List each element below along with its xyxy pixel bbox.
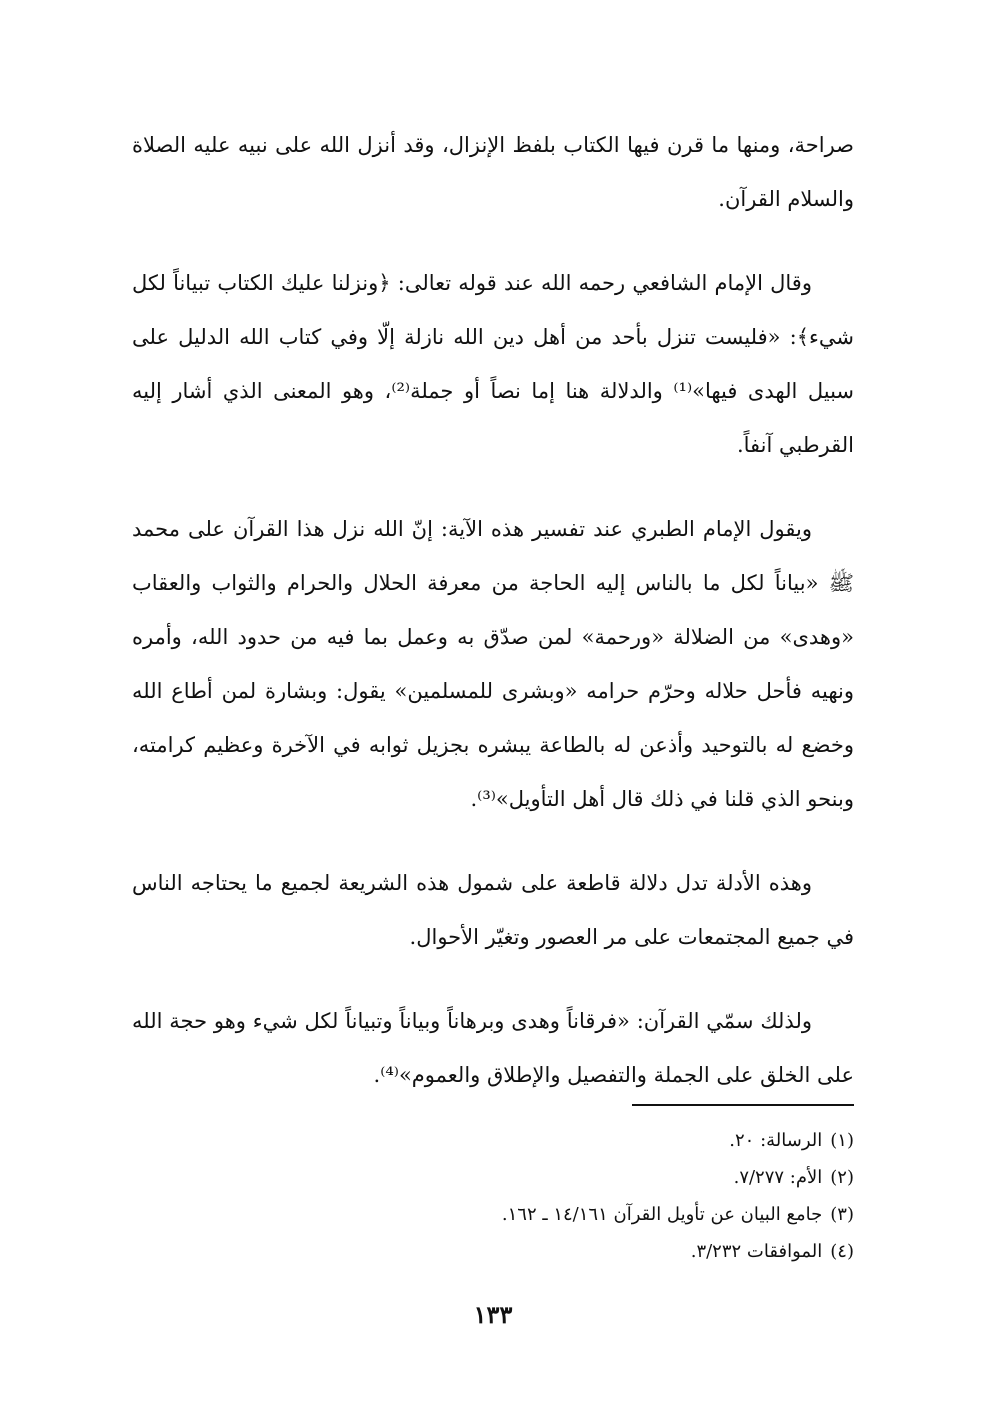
footnote-number: (١) — [830, 1130, 854, 1151]
paragraph-2: وقال الإمام الشافعي رحمه الله عند قوله تعالى: ﴿ونزلنا عليك الكتاب تبياناً لكل شيء﴾: «فليست تنزل بأحد من أهل دين الله نازلة إلّا وفي كتاب الله الدليل على سبيل الهدى فيها»⁽¹⁾ والدلالة هنا إما نصاً أو جملة⁽²⁾، وهو المعنى الذي أشار إليه القرطبي آنفاً. — [132, 271, 855, 457]
footnote-separator — [632, 1104, 854, 1106]
footnote-text: الأم: ٧/٢٧٧. — [733, 1167, 823, 1188]
page-number: ١٣٣ — [473, 1300, 513, 1329]
footnote-text: الرسالة: ٢٠. — [729, 1130, 823, 1151]
paragraph-1: صراحة، ومنها ما قرن فيها الكتاب بلفظ الإنزال، وقد أنزل الله على نبيه عليه الصلاة والسلام القرآن. — [132, 133, 854, 211]
footnote-3 — [132, 1196, 854, 1233]
footnote-number: (٣) — [830, 1204, 854, 1225]
footnote-4 — [132, 1233, 854, 1270]
footnote-text: الموافقات ٣/٢٣٢. — [690, 1241, 823, 1262]
footnote-number: (٢) — [830, 1167, 854, 1188]
footnote-text: جامع البيان عن تأويل القرآن ١٤/١٦١ ـ ١٦٢. — [501, 1204, 823, 1225]
body-text — [132, 118, 854, 1132]
paragraph-4: وهذه الأدلة تدل دلالة قاطعة على شمول هذه الشريعة لجميع ما يحتاجه الناس في جميع المجتمعات على مر العصور وتغيّر الأحوال. — [132, 871, 854, 949]
footnotes-list — [132, 1122, 854, 1270]
footnote-number: (٤) — [830, 1241, 854, 1262]
footnote-2 — [132, 1159, 854, 1196]
paragraph-5: ولذلك سمّي القرآن: «فرقاناً وهدى وبرهاناً وبياناً وتبياناً لكل شيء وهو حجة الله على الخلق على الجملة والتفصيل والإطلاق والعموم»⁽⁴⁾. — [132, 1009, 854, 1087]
paragraph-3: ويقول الإمام الطبري عند تفسير هذه الآية: إنّ الله نزل هذا القرآن على محمد ﷺ «بياناً لكل ما بالناس إليه الحاجة من معرفة الحلال والحرام والثواب والعقاب «وهدى» من الضلالة «ورحمة» لمن صدّق به وعمل بما فيه من حدود الله، وأمره ونهيه فأحل حلاله وحرّم حرامه «وبشرى للمسلمين» يقول: وبشارة لمن أطاع الله وخضع له بالتوحيد وأذعن له بالطاعة يبشره بجزيل ثوابه في الآخرة وعظيم كرامته، وبنحو الذي قلنا في ذلك قال أهل التأويل»⁽³⁾. — [132, 517, 854, 811]
footnote-1 — [132, 1122, 854, 1159]
